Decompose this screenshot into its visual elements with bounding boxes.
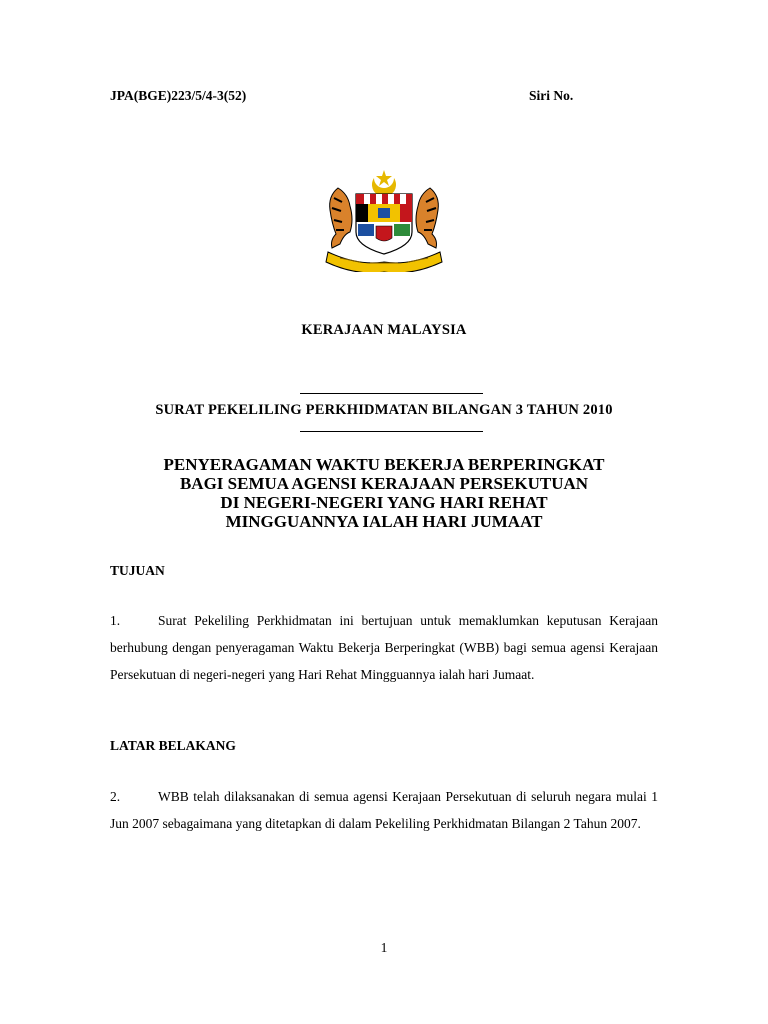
serial-number-label: Siri No. xyxy=(529,88,574,103)
paragraph-number: 1. xyxy=(110,613,121,628)
circular-title: SURAT PEKELILING PERKHIDMATAN BILANGAN 3 TAHUN 2010 xyxy=(155,402,613,418)
paragraph-text: WBB telah dilaksanakan di semua agensi Kerajaan Persekutuan di seluruh negara mulai 1 Jun 2007 sebagaimana yang ditetapkan di dalam Pekeliling Perkhidmatan Bilangan 2 Tahun 2007. xyxy=(110,789,658,831)
subject-line: PENYERAGAMAN WAKTU BEKERJA BERPERINGKAT xyxy=(163,455,605,474)
section-heading-latar-belakang: LATAR BELAKANG xyxy=(110,738,236,753)
coat-of-arms-icon xyxy=(318,168,450,272)
divider-top xyxy=(300,393,483,394)
subject-line: MINGGUANNYA IALAH HARI JUMAAT xyxy=(225,512,543,531)
paragraph-text: Surat Pekeliling Perkhidmatan ini bertujuan untuk memaklumkan keputusan Kerajaan berhubung dengan penyeragaman Waktu Bekerja Berperingkat (WBB) bagi semua agensi Kerajaan Persekutuan di negeri-negeri yang Hari Rehat Mingguannya ialah hari Jumaat. xyxy=(110,613,658,682)
paragraph-2 xyxy=(110,783,658,837)
subject-line: DI NEGERI-NEGERI YANG HARI REHAT xyxy=(220,493,548,512)
divider-bottom xyxy=(300,431,483,432)
paragraph-number: 2. xyxy=(110,789,121,804)
subject-line: BAGI SEMUA AGENSI KERAJAAN PERSEKUTUAN xyxy=(179,474,589,493)
page-number: 1 xyxy=(380,940,388,955)
reference-number: JPA(BGE)223/5/4-3(52) xyxy=(110,88,247,103)
section-heading-tujuan: TUJUAN xyxy=(110,563,165,578)
paragraph-1 xyxy=(110,607,658,688)
subject-heading xyxy=(0,455,768,531)
issuer-title: KERAJAAN MALAYSIA xyxy=(301,322,467,338)
